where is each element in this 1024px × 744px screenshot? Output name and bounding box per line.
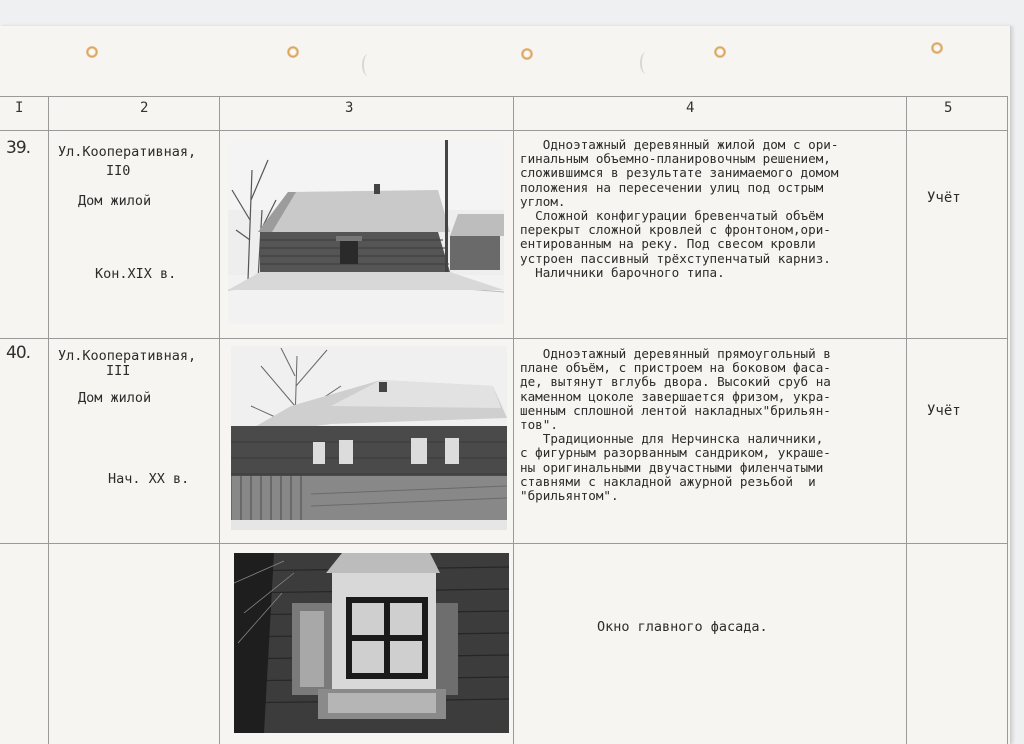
protection-status: Учёт bbox=[927, 403, 961, 419]
building-type: Дом жилой bbox=[78, 193, 152, 209]
column-header-3: 3 bbox=[345, 100, 354, 116]
column-header-5: 5 bbox=[944, 100, 953, 116]
column-border bbox=[513, 96, 514, 744]
table-border-top bbox=[0, 96, 1008, 97]
building-type: Дом жилой bbox=[78, 390, 152, 406]
house-photo-39 bbox=[228, 140, 504, 324]
column-border bbox=[906, 96, 907, 744]
building-date: Нач. XX в. bbox=[108, 471, 190, 487]
paper-crease bbox=[640, 52, 652, 74]
column-border bbox=[48, 96, 49, 744]
house-number: III bbox=[106, 363, 131, 379]
row-border bbox=[0, 338, 1008, 339]
house-number: II0 bbox=[106, 163, 131, 179]
binder-hole bbox=[931, 42, 943, 54]
column-border bbox=[1007, 96, 1008, 744]
building-date: Кон.XIX в. bbox=[95, 266, 177, 282]
photo-caption: Окно главного фасада. bbox=[597, 619, 768, 635]
row-border bbox=[0, 543, 1008, 544]
house-photo-40 bbox=[231, 346, 507, 530]
building-description: Одноэтажный деревянный прямоугольный в плане объём, с пристроем на боковом фаса- де, вытянут вглубь двора. Высокий сруб на каменном цоколе завершается фризом, укра- шенным сплошной лентой накладных"брильян- тов". Традиционные для Нерчинска наличники, с фигурным разорванным сандриком, украше- ны оригинальными двучастными филенчатыми ставнями с накладной ажурной резьбой и "брильянтом". bbox=[520, 346, 831, 504]
binder-hole bbox=[714, 46, 726, 58]
protection-status: Учёт bbox=[927, 190, 961, 206]
column-header-1: I bbox=[15, 100, 24, 116]
binder-hole bbox=[287, 46, 299, 58]
window-photo bbox=[234, 553, 509, 733]
street-address: Ул.Кооперативная, bbox=[58, 348, 197, 364]
column-header-2: 2 bbox=[140, 100, 149, 116]
binder-hole bbox=[521, 48, 533, 60]
header-row-border bbox=[0, 130, 1008, 131]
street-address: Ул.Кооперативная, bbox=[58, 144, 197, 160]
paper-crease bbox=[362, 54, 374, 76]
row-number: 39. bbox=[6, 138, 31, 158]
row-number: 40. bbox=[6, 343, 31, 363]
building-description: Одноэтажный деревянный жилой дом с ори- гинальным объемно-планировочным решением, сложившимся в результате занимаемого домом положения на пересечении улиц под острым углом. Сложной конфигурации бревенчатый объём перекрыт сложной кровлей с фронтоном,ори- ентированным на реку. Под свесом кровли устроен пассивный трёхступенчатый карниз. Наличники барочного типа. bbox=[520, 137, 839, 280]
column-border bbox=[219, 96, 220, 744]
column-header-4: 4 bbox=[686, 100, 695, 116]
binder-hole bbox=[86, 46, 98, 58]
